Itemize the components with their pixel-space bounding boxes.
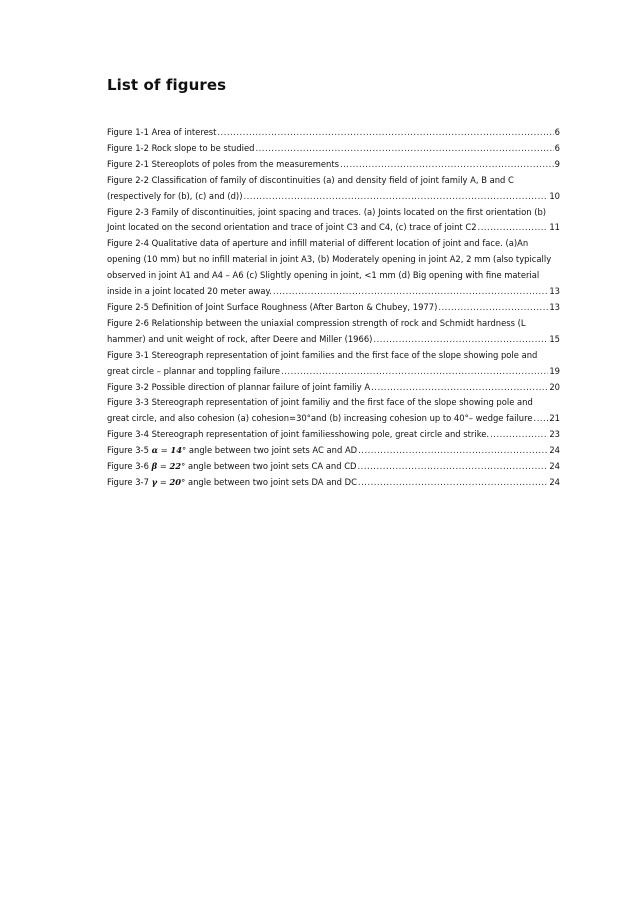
dot-leader xyxy=(438,300,548,316)
figure-entry[interactable] xyxy=(107,300,560,316)
figure-entry-text: Figure 3-4 Stereograph representation of joint familiesshowing pole, great circle and strike. xyxy=(107,429,490,440)
figure-entry-line xyxy=(107,268,560,284)
figure-entry-text: Figure 1-2 Rock slope to be studied xyxy=(107,142,255,153)
figure-number: Figure 3-5 xyxy=(107,445,152,456)
dot-leader xyxy=(358,459,549,475)
figure-entry-text: Figure 2-6 Relationship between the uniaxial compression strength of rock and Schmidt hardness (L xyxy=(107,317,526,328)
degree-sign: ° xyxy=(181,476,186,487)
angle-value: 14 xyxy=(170,445,183,456)
figure-entry-text xyxy=(107,459,357,475)
figure-entry-text: Figure 3-1 Stereograph representation of joint families and the first face of the slope showing pole and xyxy=(107,349,538,360)
figure-entry-text: Figure 2-2 Classification of family of discontinuities (a) and density field of joint family A, B and C xyxy=(107,174,514,185)
page-number: 6 xyxy=(554,127,560,137)
figure-entry-line xyxy=(107,459,560,475)
figure-entry[interactable] xyxy=(107,395,560,427)
figure-entry-line xyxy=(107,427,560,443)
figure-entry-line xyxy=(107,205,560,221)
dot-leader xyxy=(478,220,549,236)
dot-leader xyxy=(281,364,548,380)
dot-leader xyxy=(371,380,548,396)
figure-entry-line xyxy=(107,189,560,205)
page-number: 24 xyxy=(549,476,560,487)
dot-leader xyxy=(217,125,553,141)
figure-entry[interactable] xyxy=(107,427,560,443)
page-number: 15 xyxy=(549,333,560,344)
figure-entry-line xyxy=(107,252,560,268)
equals-sign: = xyxy=(158,445,171,456)
angle-value: 20 xyxy=(169,476,182,487)
figure-entry-text: Figure 2-1 Stereoplots of poles from the measurements xyxy=(107,158,339,169)
dot-leader xyxy=(373,332,548,348)
figure-entry-text: Figure 3-2 Possible direction of plannar failure of joint familiy A xyxy=(107,381,371,392)
figure-entry[interactable] xyxy=(107,475,560,491)
angle-symbol: β xyxy=(151,461,158,472)
figure-entry[interactable] xyxy=(107,348,560,380)
dot-leader xyxy=(273,284,548,300)
dot-leader xyxy=(534,411,549,427)
dot-leader xyxy=(243,189,548,205)
page-number: 9 xyxy=(554,158,560,169)
figure-caption: angle between two joint sets DA and DC xyxy=(185,476,357,487)
page-number: 24 xyxy=(549,461,560,472)
figure-list xyxy=(107,125,560,491)
equals-sign: = xyxy=(157,461,170,472)
angle-symbol: α xyxy=(151,445,159,456)
figure-entry[interactable] xyxy=(107,443,560,459)
figure-entry-line xyxy=(107,443,560,459)
figure-entry-line xyxy=(107,395,560,411)
figure-entry-line xyxy=(107,300,560,316)
angle-symbol: γ xyxy=(151,476,158,487)
figure-entry-line xyxy=(107,475,560,491)
figure-entry-text: observed in joint A1 and A4 – A6 (c) Slightly opening in joint, <1 mm (d) Big opening with fine material xyxy=(107,270,540,281)
equals-sign: = xyxy=(157,476,170,487)
figure-entry-line xyxy=(107,380,560,396)
figure-entry-line xyxy=(107,332,560,348)
page-number: 13 xyxy=(549,286,560,297)
figure-entry-text: great circle, and also cohesion (a) cohesion=30°and (b) increasing cohesion up to 40°– wedge failure xyxy=(107,413,533,424)
degree-sign: ° xyxy=(181,461,186,472)
figure-entry-line xyxy=(107,125,560,141)
figure-entry[interactable] xyxy=(107,316,560,348)
figure-entry-line xyxy=(107,364,560,380)
figure-caption: angle between two joint sets CA and CD xyxy=(185,461,357,472)
figure-entry-text: Figure 3-3 Stereograph representation of joint familiy and the first face of the slope showing pole and xyxy=(107,397,533,408)
page-number: 20 xyxy=(549,381,560,392)
figure-entry[interactable] xyxy=(107,157,560,173)
figure-entry-text: (respectively for (b), (c) and (d)) xyxy=(107,190,243,201)
page-number: 24 xyxy=(549,445,560,456)
figure-entry-text: Figure 2-3 Family of discontinuities, joint spacing and traces. (a) Joints located on the first orientation (b) xyxy=(107,206,547,217)
figure-entry[interactable] xyxy=(107,173,560,205)
figure-entry-text: Joint located on the second orientation and trace of joint C3 and C4, (c) trace of joint C2 xyxy=(107,222,477,233)
figure-entry-line xyxy=(107,316,560,332)
figure-entry-text: Figure 2-4 Qualitative data of aperture and infill material of different location of joint and face. (a)An xyxy=(107,238,529,249)
figure-entry[interactable] xyxy=(107,236,560,300)
page-number: 11 xyxy=(549,222,560,233)
figure-entry-line xyxy=(107,173,560,189)
dot-leader xyxy=(490,427,548,443)
dot-leader xyxy=(358,443,548,459)
figure-entry[interactable] xyxy=(107,205,560,237)
angle-value: 22 xyxy=(169,461,182,472)
figure-entry-line xyxy=(107,348,560,364)
page-number: 10 xyxy=(549,190,560,201)
figure-entry-line xyxy=(107,411,560,427)
figure-entry-line xyxy=(107,284,560,300)
figure-entry-line xyxy=(107,220,560,236)
dot-leader xyxy=(358,475,548,491)
dot-leader xyxy=(340,157,554,173)
figure-caption: angle between two joint sets AC and AD xyxy=(186,445,358,456)
figure-entry-text xyxy=(107,443,357,459)
figure-entry-text: inside in a joint located 20 meter away. xyxy=(107,286,272,297)
degree-sign: ° xyxy=(182,445,187,456)
figure-number: Figure 3-7 xyxy=(107,476,152,487)
page-number: 13 xyxy=(549,301,560,312)
figure-entry-line xyxy=(107,236,560,252)
figure-entry-text: hammer) and unit weight of rock, after Deere and Miller (1966) xyxy=(107,333,373,344)
dot-leader xyxy=(255,141,553,157)
page-title: List of figures xyxy=(107,76,227,94)
figure-entry[interactable] xyxy=(107,125,560,141)
figure-entry[interactable] xyxy=(107,380,560,396)
page-number: 19 xyxy=(549,365,560,376)
page-number: 6 xyxy=(554,142,560,153)
figure-entry[interactable] xyxy=(107,459,560,475)
figure-entry-text: Figure 1-1 Area of interest xyxy=(107,127,217,137)
figure-entry-text: Figure 2-5 Definition of Joint Surface Roughness (After Barton & Chubey, 1977) xyxy=(107,301,438,312)
figure-entry-text: opening (10 mm) but no infill material in joint A3, (b) Moderately opening in joint A2, 2 mm (also typically xyxy=(107,254,552,265)
figure-entry-line xyxy=(107,157,560,173)
figure-number: Figure 3-6 xyxy=(107,461,152,472)
figure-entry-text xyxy=(107,475,357,491)
figure-entry-text: great circle – plannar and toppling failure xyxy=(107,365,281,376)
figure-entry[interactable] xyxy=(107,141,560,157)
page-number: 23 xyxy=(549,429,560,440)
figure-entry-line xyxy=(107,141,560,157)
page-number: 21 xyxy=(549,413,560,424)
